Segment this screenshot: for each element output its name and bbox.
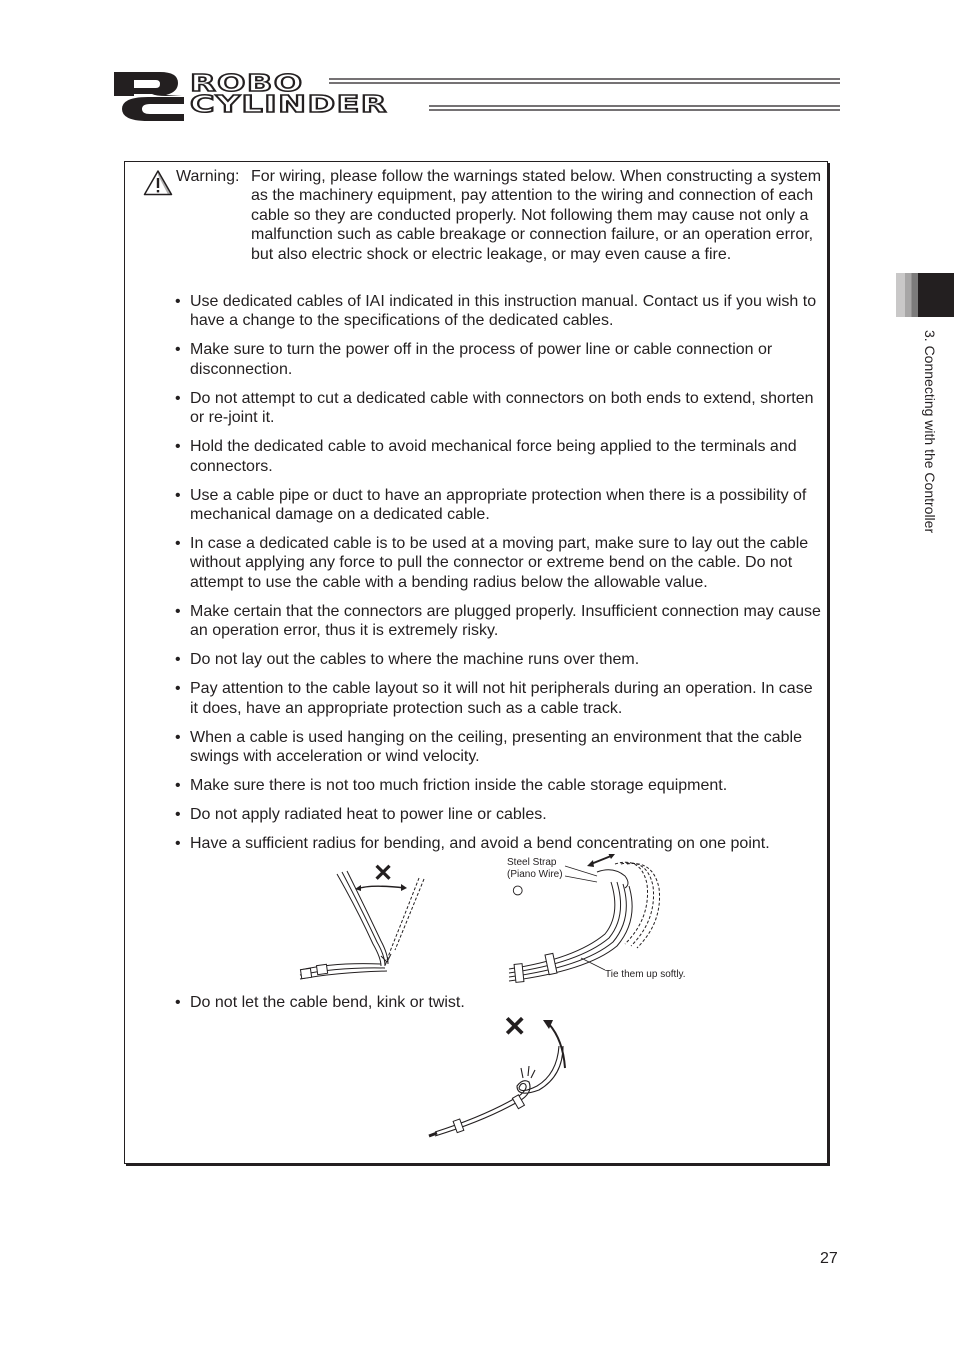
warning-box (124, 161, 828, 1164)
side-tab-black-block (918, 273, 954, 317)
warning-item: • Make sure to turn the power off in the process of power line or cable connection or disconnection. (175, 340, 825, 379)
kink-bad-mark: ✕ (503, 1011, 527, 1042)
page-number: 27 (820, 1250, 838, 1267)
warning-item-last: • Do not let the cable bend, kink or twist. (175, 993, 465, 1012)
move-arrow-icon (591, 856, 611, 864)
warning-item: • Make certain that the connectors are plugged properly. Insufficient connection may cause an operation error, thus it is extremely risky. (175, 602, 825, 641)
cable-bend-illustration (295, 854, 705, 984)
bad-example-mark: ✕ (373, 860, 394, 887)
warning-item: • Do not attempt to cut a dedicated cable with connectors on both ends to extend, shorten or re-joint it. (175, 389, 825, 428)
warning-item: • Make sure there is not too much friction inside the cable storage equipment. (175, 776, 825, 795)
label-piano-wire: (Piano Wire) (507, 869, 563, 880)
logo-word-cylinder: CYLINDER (190, 92, 388, 118)
good-example-mark: ○ (511, 877, 525, 902)
warning-item: • Pay attention to the cable layout so it will not hit peripherals during an operation. In case it does, have an appropriate protection such as a cable track. (175, 679, 825, 718)
warning-item: • Have a sufficient radius for bending, and avoid a bend concentrating on one point. (175, 834, 825, 853)
header-rule-lines (112, 70, 842, 122)
warning-list (175, 292, 825, 863)
logo-word-robo: ROBO (190, 71, 304, 97)
chapter-side-label: 3. Connecting with the Controller (922, 330, 938, 534)
warning-triangle-icon (143, 169, 173, 196)
warning-label: Warning: (176, 168, 240, 185)
warning-item: • Hold the dedicated cable to avoid mechanical force being applied to the terminals and connectors. (175, 437, 825, 476)
robo-cylinder-logo (112, 70, 842, 122)
swing-arrow-icon (357, 886, 405, 889)
warning-item: • Use dedicated cables of IAI indicated in this instruction manual. Contact us if you wish to have a change to the specifications of the dedicated cables. (175, 292, 825, 331)
bent-cable-good-icon (509, 862, 660, 981)
label-steel-strap: Steel Strap (507, 857, 557, 868)
label-tie-softly: Tie them up softly. (605, 969, 686, 980)
warning-item: • When a cable is used hanging on the ceiling, presenting an environment that the cable swings with acceleration or wind velocity. (175, 728, 825, 767)
warning-item: • Do not lay out the cables to where the machine runs over them. (175, 650, 825, 669)
warning-item: • Do not apply radiated heat to power line or cables. (175, 805, 825, 824)
warning-item: • Use a cable pipe or duct to have an appropriate protection when there is a possibility of mechanical damage on a dedicated cable. (175, 486, 825, 525)
warning-item: • In case a dedicated cable is to be used at a moving part, make sure to lay out the cable without applying any force to pull the connector or extreme bend on the cable. Do not attempt to use the cable with a bending radius below the allowable value. (175, 534, 825, 592)
cable-kink-illustration (425, 1008, 585, 1138)
warning-intro-text: For wiring, please follow the warnings stated below. When constructing a system as the machinery equipment, pay attention to the wiring and connection of each cable so they are conducted properly. Not following them may cause not only a malfunction such as cable breakage or connection failure, or an operation error, but also electric shock or electric leakage, or may even cause a fire. (251, 168, 822, 263)
side-tab-gray-block (896, 273, 918, 317)
